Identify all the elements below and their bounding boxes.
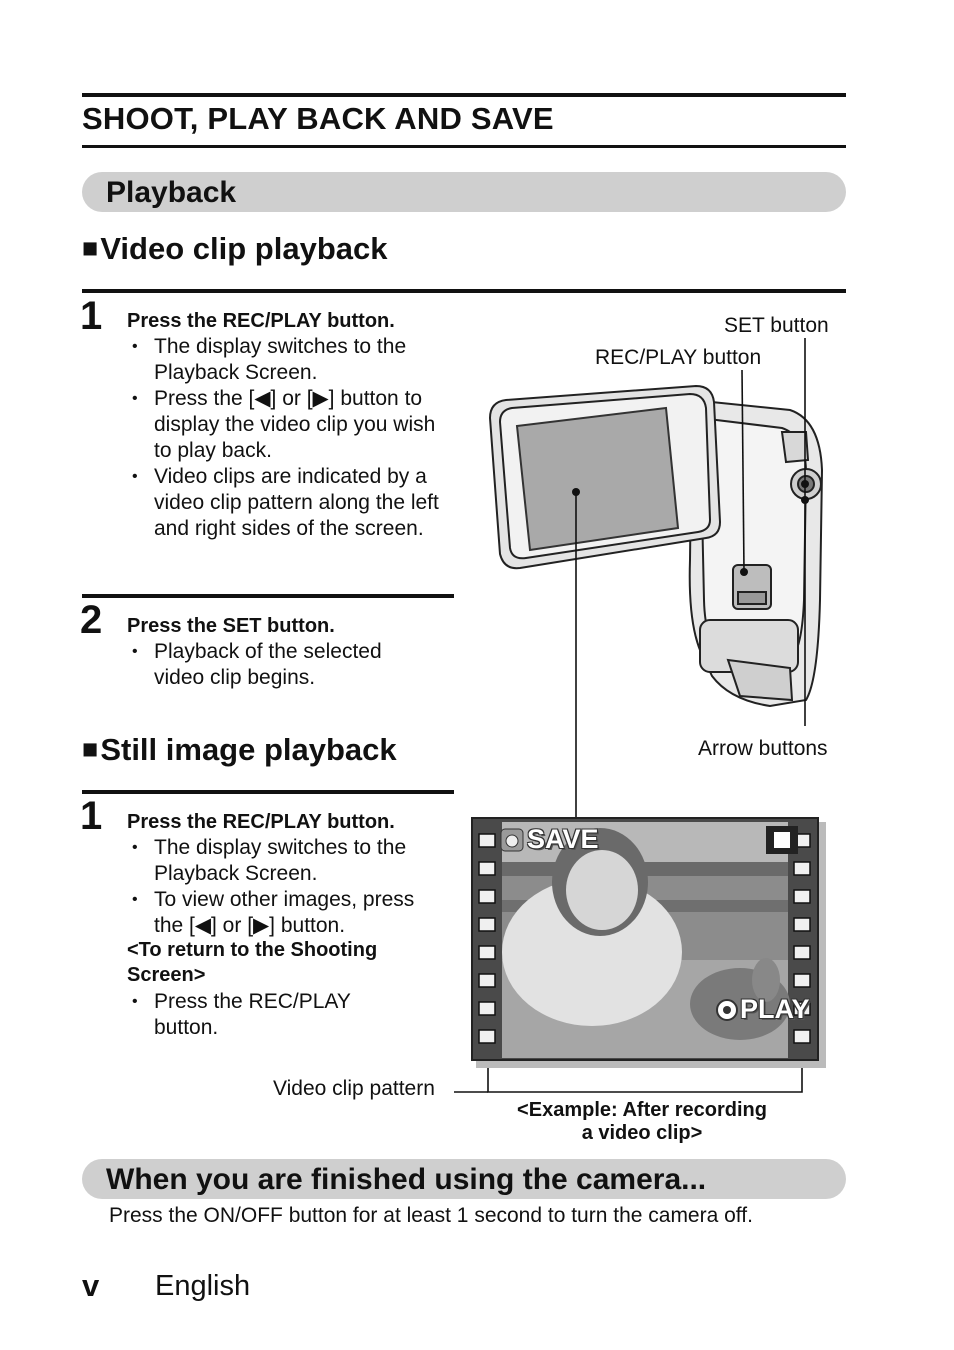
list-item: • Press the REC/PLAY button. [127,989,387,1041]
example-caption-line2: a video clip> [581,1122,703,1144]
list-item: • To view other images, press the [◀] or [▶] button. [127,887,447,939]
return-heading: <To return to the Shooting Screen> [127,939,378,986]
example-caption [482,1099,802,1145]
page-number: v [82,1268,100,1303]
section-finished-label: When you are finished using the camera... [106,1163,707,1196]
black-square-icon: ■ [82,734,99,764]
recplay-button-label: REC/PLAY button [595,346,762,369]
video-step1-title: Press the REC/PLAY button. [127,310,395,332]
example-caption-line1: <Example: After recording [517,1099,767,1121]
still-step1-title: Press the REC/PLAY button. [127,811,395,833]
video-clip-heading-text: Video clip playback [100,231,388,266]
video-step2-title: Press the SET button. [127,615,335,637]
video-clip-pattern-label: Video clip pattern [273,1077,435,1100]
black-square-icon: ■ [82,233,99,263]
screen-save-label: SAVE [527,824,599,854]
still-step1-number: 1 [80,794,103,838]
video-step2-number: 2 [80,598,103,642]
set-button-label: SET button [724,314,829,337]
list-item: • Playback of the selected video clip begins. [127,639,427,691]
playback-screen-example [472,818,826,1068]
page-title: SHOOT, PLAY BACK AND SAVE [82,101,554,136]
screen-play-label: PLAY [740,994,810,1024]
section-playback-label: Playback [106,176,237,209]
stop-icon [766,826,798,854]
play-dial-icon [717,1000,737,1020]
list-item: • Video clips are indicated by a video clip pattern along the left and right sides of the screen. [127,464,447,542]
video-step1-number: 1 [80,294,103,338]
section-finished [82,1159,846,1199]
arrow-buttons-label: Arrow buttons [698,737,828,760]
finished-text: Press the ON/OFF button for at least 1 second to turn the camera off. [109,1204,753,1227]
list-item: • The display switches to the Playback Screen. [127,835,447,887]
camera-icon [501,829,523,851]
list-item: • The display switches to the Playback Screen. [127,334,447,386]
list-item: • Press the [◀] or [▶] button to display the video clip you wish to play back. [127,386,447,464]
camera-illustration [490,386,822,706]
language-label: English [155,1270,251,1302]
still-image-heading-text: Still image playback [100,732,397,767]
